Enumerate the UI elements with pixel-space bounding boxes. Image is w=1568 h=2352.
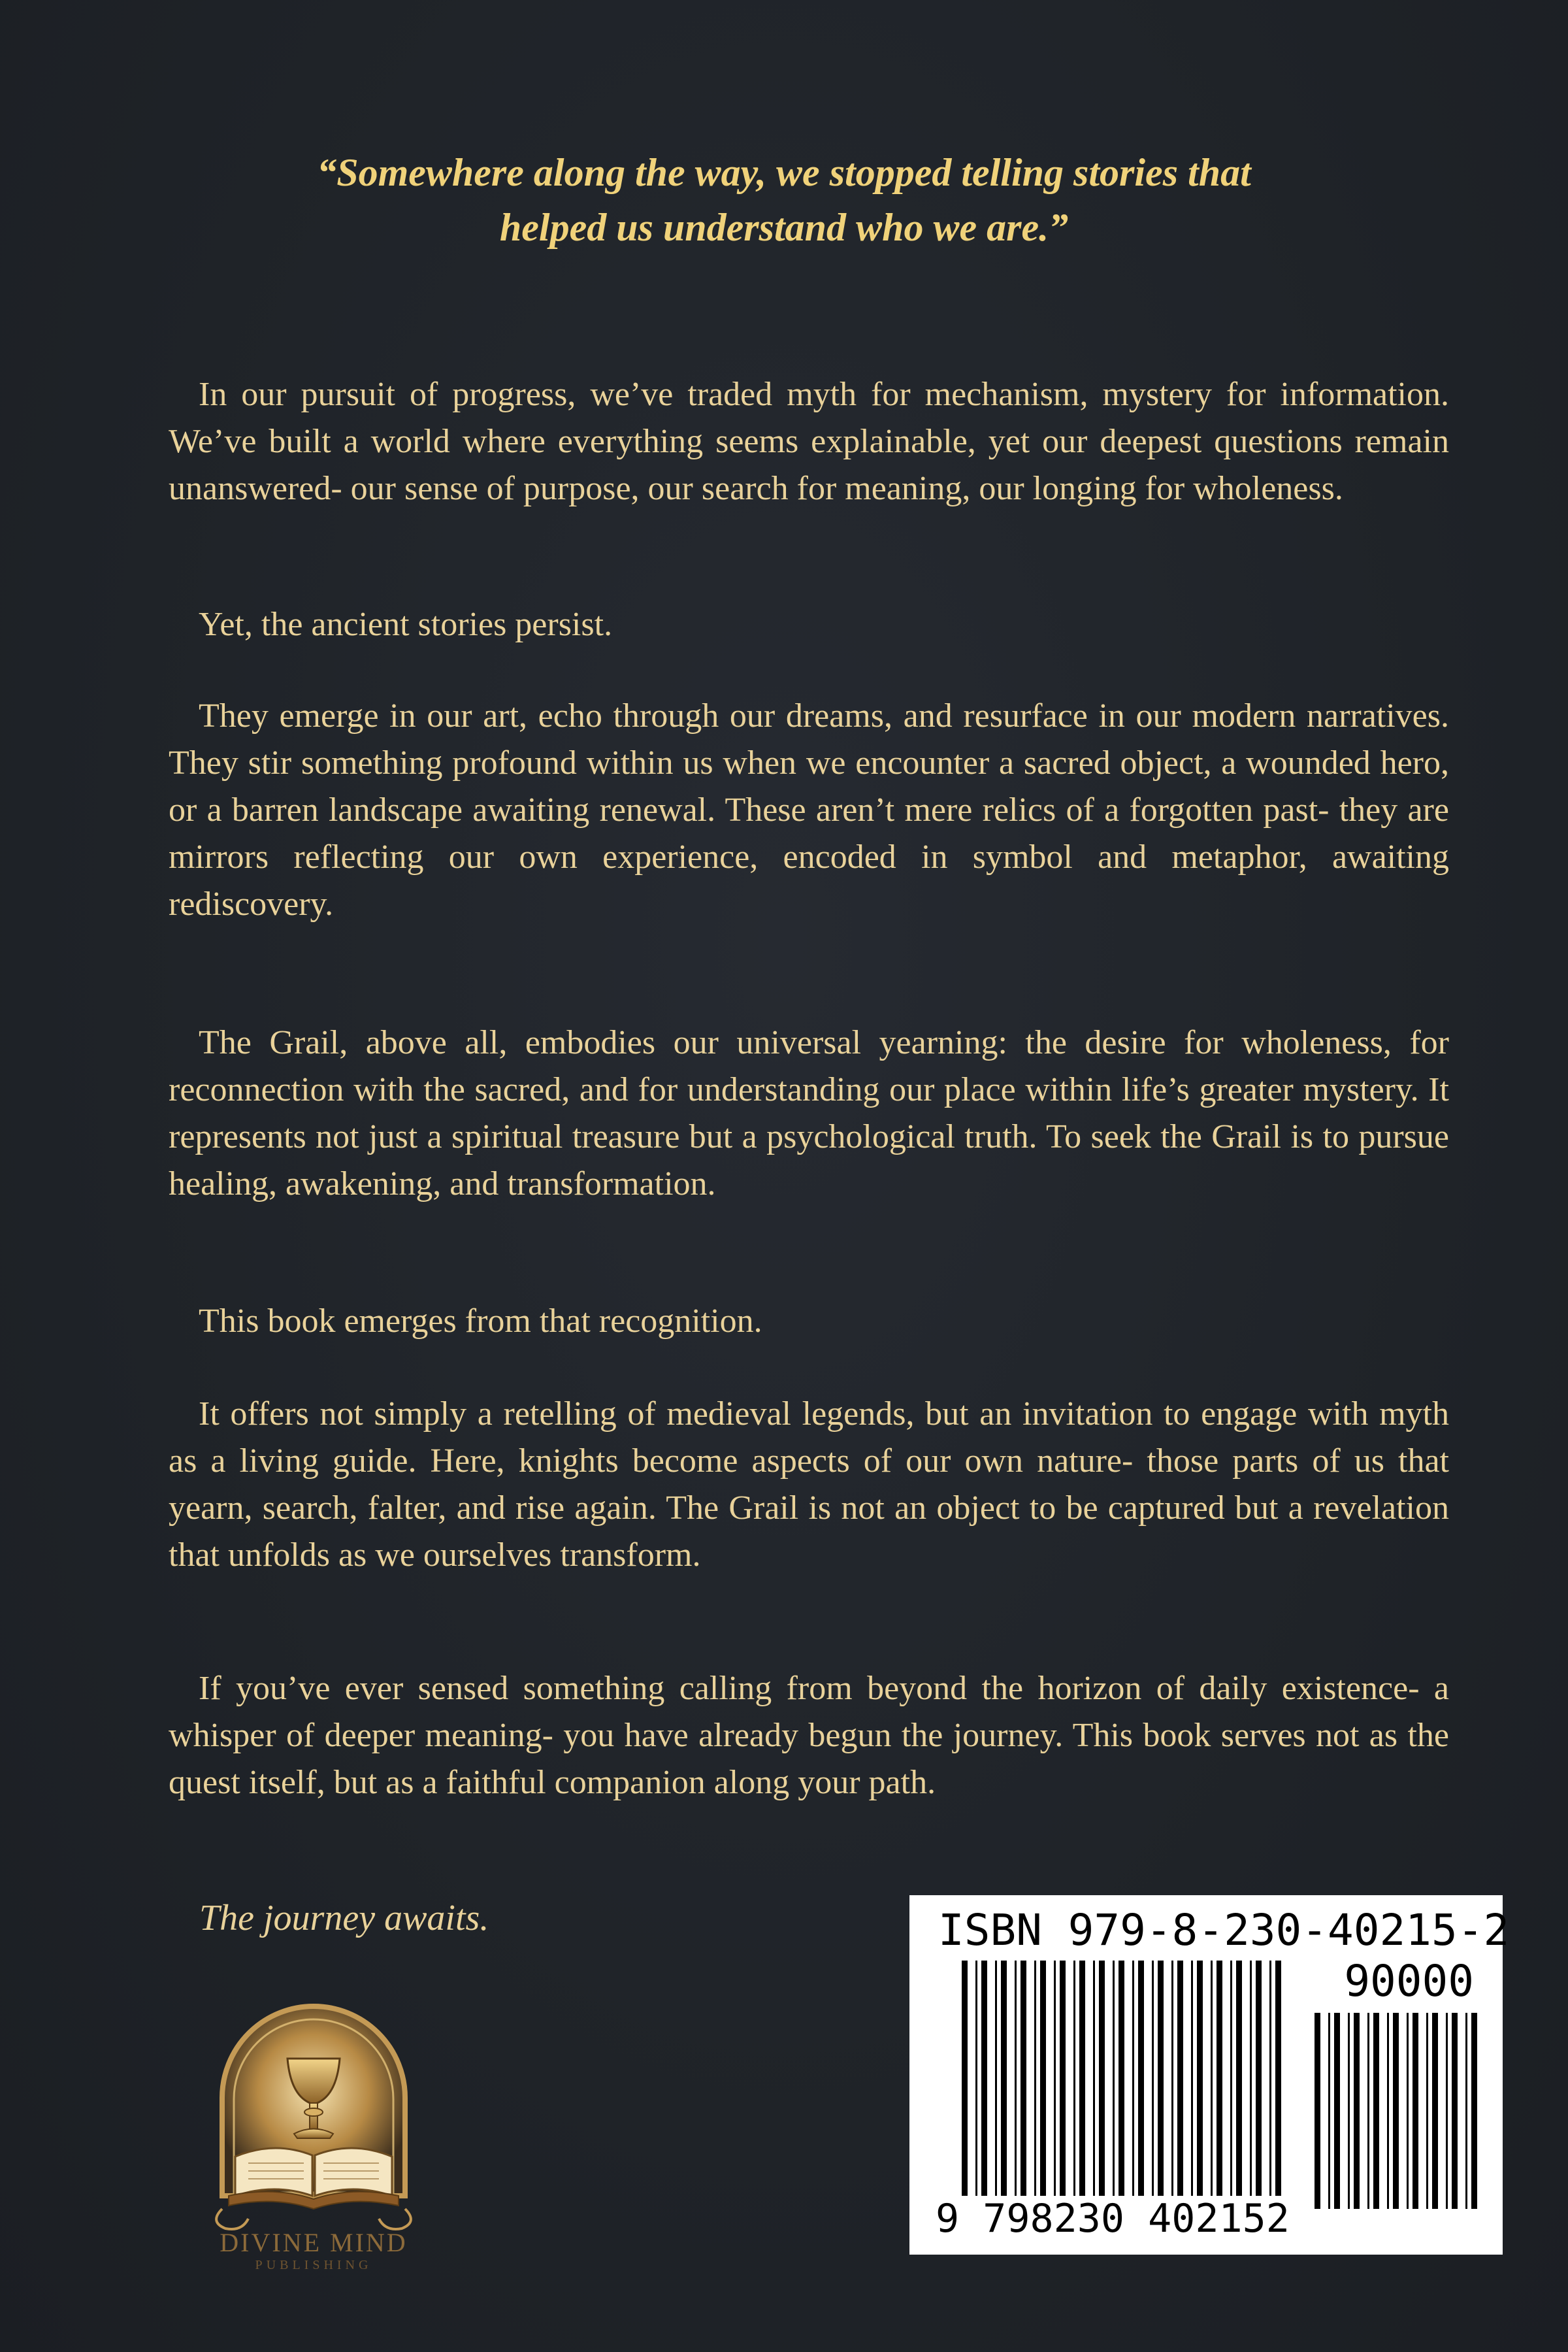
svg-text:DIVINE MIND: DIVINE MIND (220, 2228, 408, 2257)
blurb-paragraph-6: It offers not simply a retelling of medieval legends, but an invitation to engage with myth as a living guide. Here, knights become aspects of our own nature- those parts of us that yearn, search, falter, and rise again. The Grail is not an object to be captured but a revelation that unfolds as we ourselves transform. (169, 1395, 1449, 1574)
isbn-label: ISBN 979-8-230-40215-2 (938, 1905, 1510, 1955)
blurb-paragraph-7: If you’ve ever sensed something calling from beyond the horizon of daily existence- a whisper of deeper meaning- you have already begun the journey. This book serves not as the quest itself, but as a faithful companion along your path. (169, 1670, 1449, 1801)
svg-text:PUBLISHING: PUBLISHING (255, 2258, 372, 2272)
publisher-logo (196, 2000, 431, 2274)
pull-quote-line-1: “Somewhere along the way, we stopped telling stories that (317, 151, 1251, 194)
blurb-paragraph-1: In our pursuit of progress, we’ve traded myth for mechanism, mystery for information. We’ve built a world where everything seems explainable, yet our deepest questions remain unanswered- our sense of purpose, our search for meaning, our longing for wholeness. (169, 376, 1449, 507)
pull-quote (196, 145, 1372, 255)
pull-quote-line-2: helped us understand who we are.” (499, 206, 1069, 249)
price-code: 90000 (1344, 1956, 1474, 2006)
blurb-paragraph-5: This book emerges from that recognition. (199, 1302, 762, 1340)
isbn-barcode (909, 1895, 1510, 2255)
blurb-paragraph-3: They emerge in our art, echo through our dreams, and resurface in our modern narratives. They stir something profound within us when we encounter a sacred object, a wounded hero, or a barren landscape awaiting renewal. These aren’t mere relics of a forgotten past- they are mirrors reflecting our own experience, encoded in symbol and metaphor, awaiting rediscovery. (169, 697, 1449, 923)
grail-book-emblem-icon (196, 2000, 431, 2274)
barcode-digits: 9 798230 402152 (933, 2196, 1292, 2242)
blurb-paragraph-2: Yet, the ancient stories persist. (199, 606, 613, 643)
closing-line: The journey awaits. (199, 1898, 489, 1938)
blurb-paragraph-4: The Grail, above all, embodies our universal yearning: the desire for wholeness, for reconnection with the sacred, and for understanding our place within life’s greater mystery. It represents not just a spiritual treasure but a psychological truth. To seek the Grail is to pursue healing, awakening, and transformation. (169, 1024, 1449, 1202)
